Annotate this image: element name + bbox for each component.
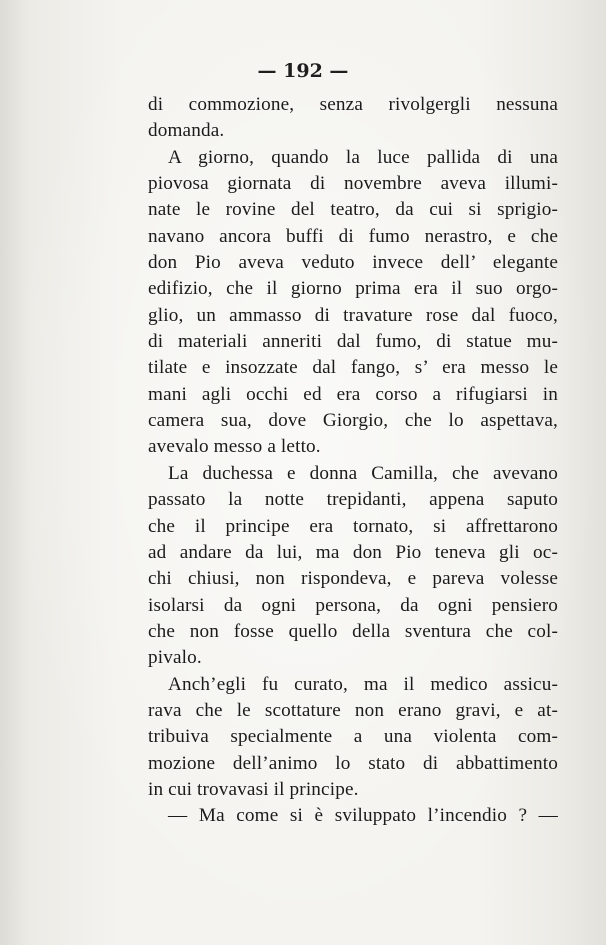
text-line: di commozione, senza rivolgergli nessuna	[148, 94, 558, 115]
text-line: mozione dell’animo lo stato di abbattimento	[148, 752, 558, 774]
text-line: pivalo.	[148, 647, 202, 669]
text-line: in cui trovavasi il principe.	[148, 778, 359, 800]
text-line: avevalo messo a letto.	[148, 436, 321, 458]
text-line: camera sua, dove Giorgio, che lo aspettava,	[148, 410, 558, 432]
text-line: glio, un ammasso di travature rose dal fuoco,	[148, 304, 558, 326]
text-line: don Pio aveva veduto invece dell’ elegante	[148, 252, 558, 274]
text-line: rava che le scottature non erano gravi, e at-	[148, 699, 558, 721]
text-line: nate le rovine del teatro, da cui si sprigio-	[148, 199, 558, 221]
paragraph-5	[148, 803, 558, 829]
text-line: che il principe era tornato, si affrettarono	[148, 515, 558, 537]
text-line: tilate e insozzate dal fango, s’ era messo le	[148, 357, 558, 379]
text-line: A giorno, quando la luce pallida di una	[168, 146, 558, 168]
text-line: di materiali anneriti dal fumo, di statue mu-	[148, 331, 558, 353]
paragraph-3	[148, 461, 558, 672]
text-line: isolarsi da ogni persona, da ogni pensiero	[148, 594, 558, 616]
text-line: Anch’egli fu curato, ma il medico assicu-	[168, 673, 558, 695]
text-line: La duchessa e donna Camilla, che avevano	[168, 462, 558, 484]
text-line: navano ancora buffi di fumo nerastro, e che	[148, 225, 558, 247]
text-line: edifizio, che il giorno prima era il suo orgo-	[148, 278, 558, 300]
text-line: tribuiva specialmente a una violenta com-	[148, 726, 558, 748]
paragraph-2	[148, 145, 558, 461]
text-line: mani agli occhi ed era corso a rifugiarsi in	[148, 383, 558, 405]
text-line: ad andare da lui, ma don Pio teneva gli oc-	[148, 541, 558, 563]
paragraph-1	[148, 92, 558, 145]
page-number: — 192 —	[257, 60, 349, 82]
text-line: domanda.	[148, 120, 225, 142]
text-line: chi chiusi, non rispondeva, e pareva volesse	[148, 568, 558, 590]
text-line: piovosa giornata di novembre aveva illumi-	[148, 173, 558, 195]
text-line: passato la notte trepidanti, appena saputo	[148, 489, 558, 511]
body-text	[148, 92, 558, 830]
paragraph-4	[148, 672, 558, 804]
text-line: — Ma come si è sviluppato l’incendio ? —	[168, 805, 558, 827]
text-line: che non fosse quello della sventura che col-	[148, 620, 558, 642]
